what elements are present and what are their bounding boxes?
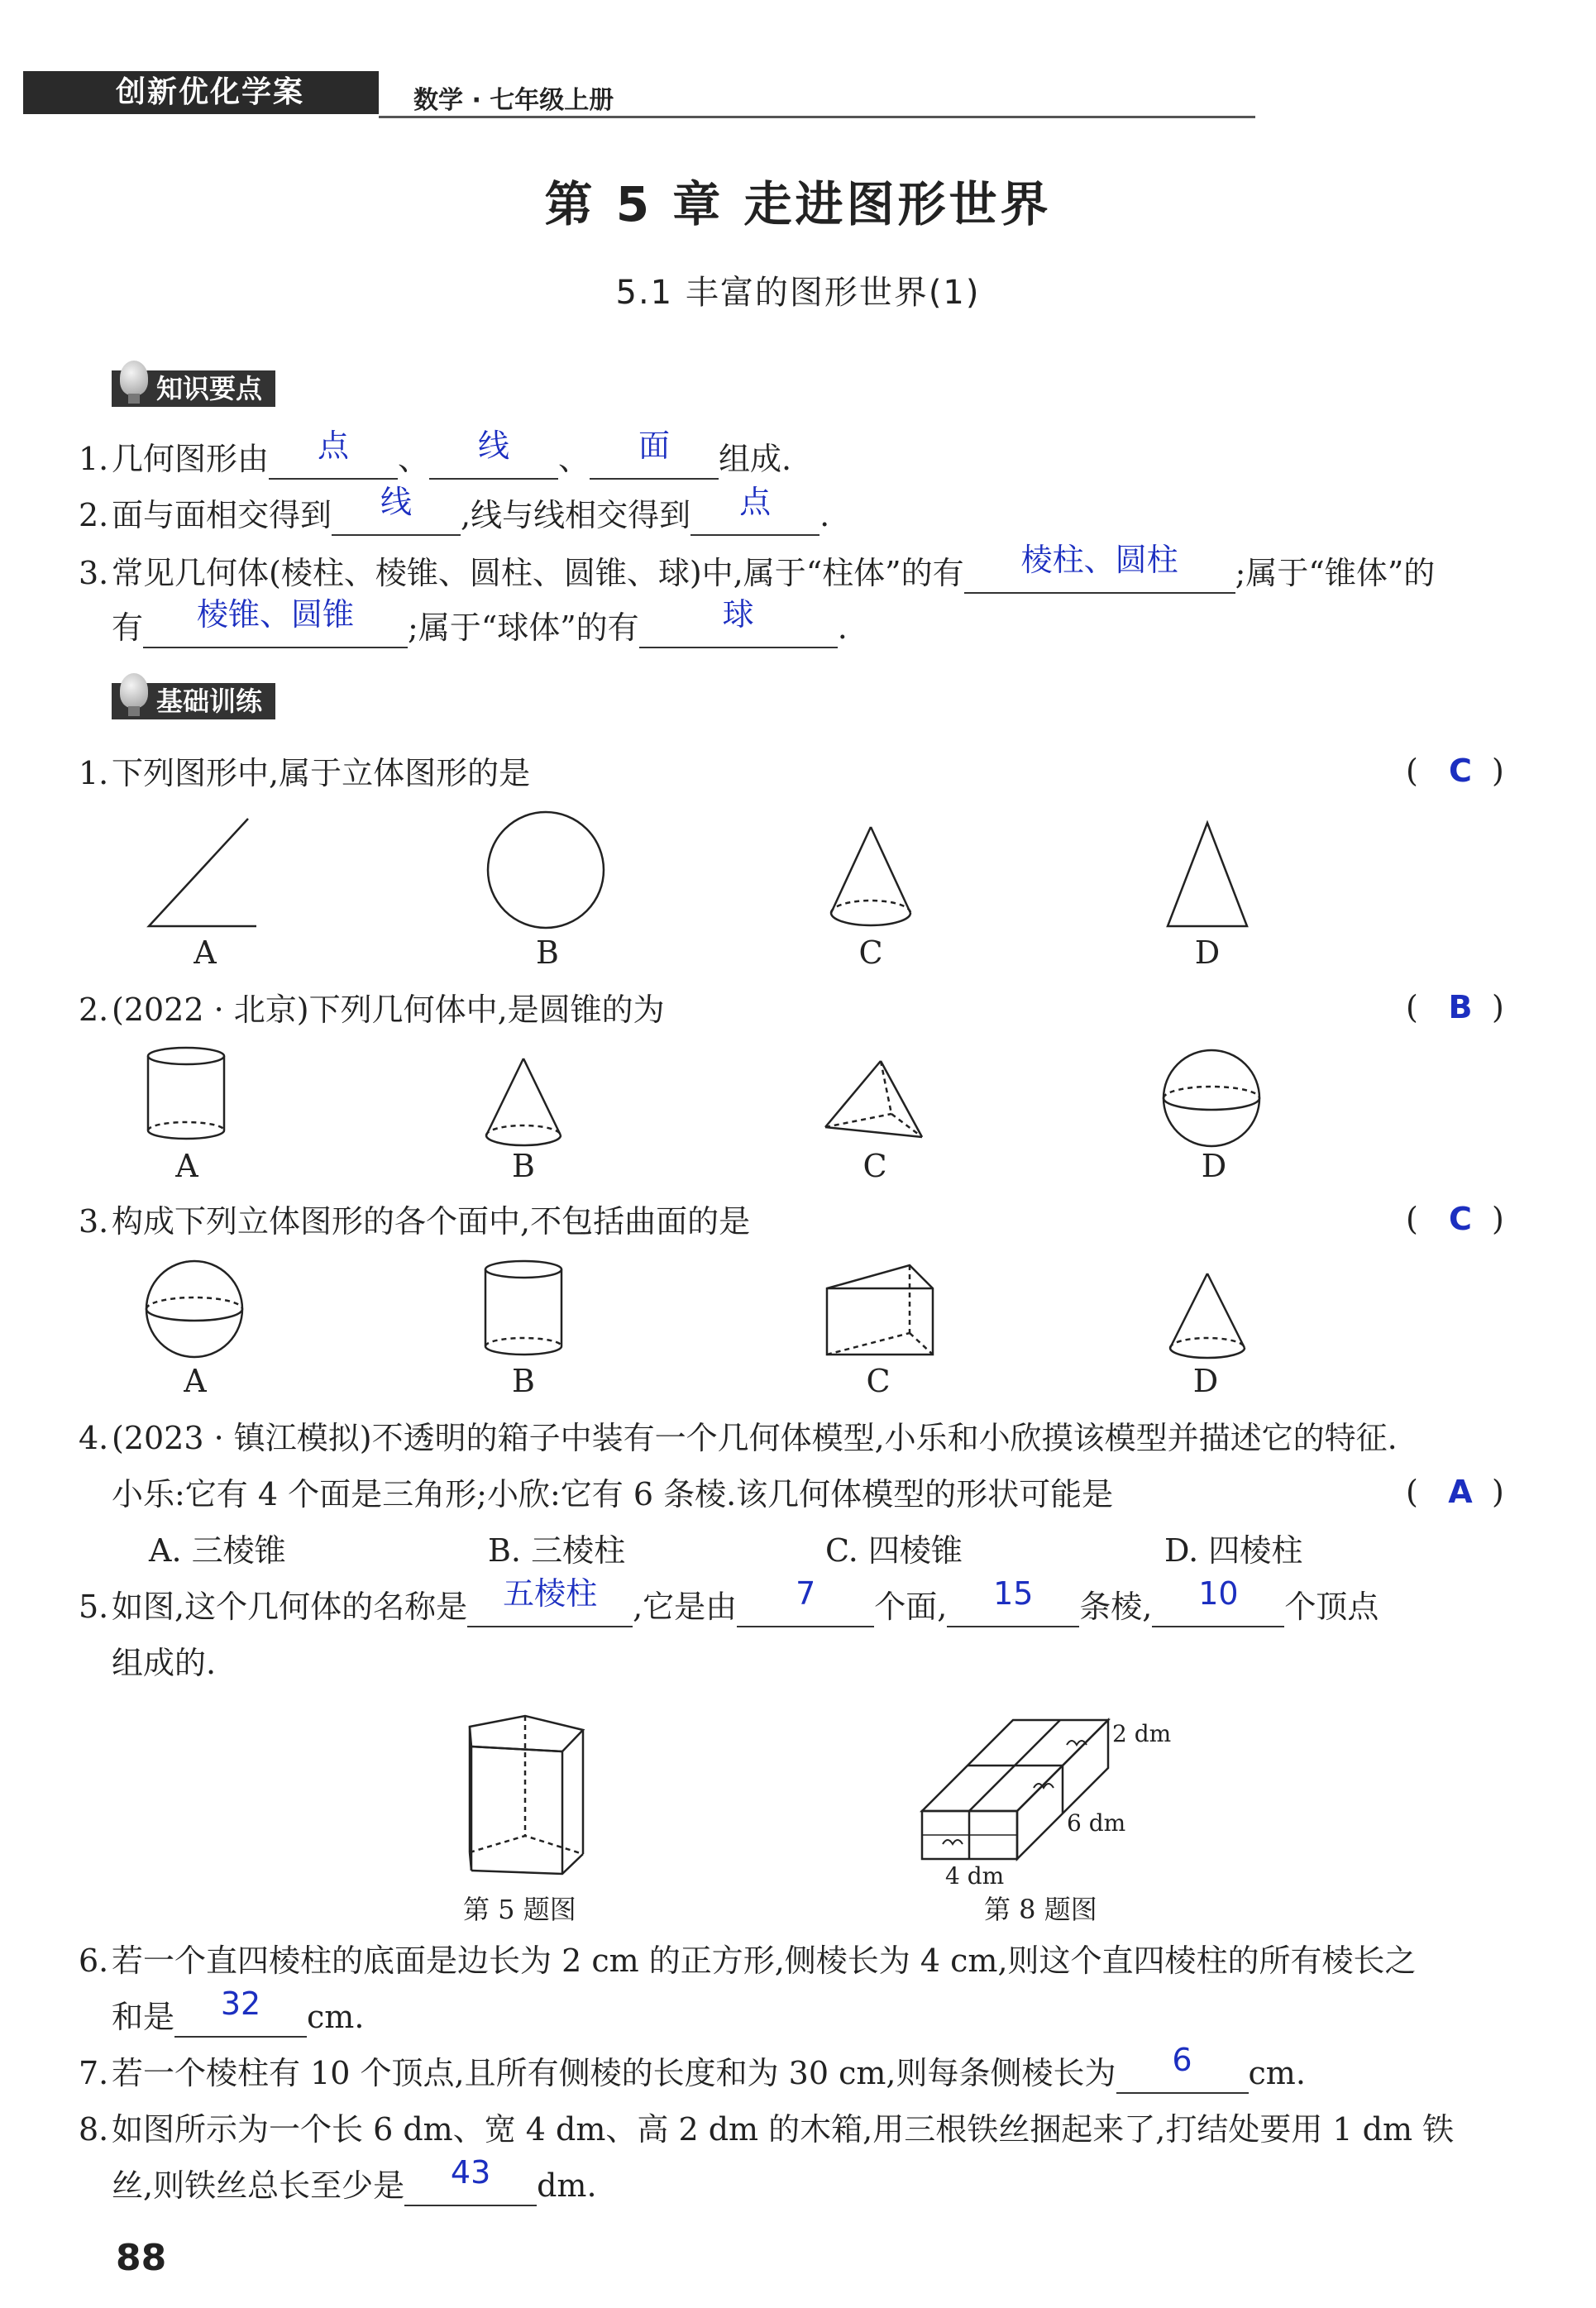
option-label: A [175, 1148, 198, 1184]
basic-q2: 2. (2022 · 北京)下列几何体中,是圆锥的为 [79, 992, 665, 1028]
option-label: D [1201, 1148, 1227, 1184]
figure-caption: 第 8 题图 [984, 1894, 1097, 1925]
option-label: B [512, 1148, 535, 1184]
answer-bracket[interactable]: ( C ) [1406, 753, 1504, 789]
basic-q3: 3. 构成下列立体图形的各个面中,不包括曲面的是 [79, 1203, 751, 1240]
basic-q1: 1. 下列图形中,属于立体图形的是 [79, 755, 531, 791]
knowledge-q3-line2: 有 棱锥、圆锥 ;属于“球体”的有 球 . [112, 607, 848, 648]
option-label: C [858, 934, 883, 971]
basic-q5-line2: 组成的. [112, 1645, 217, 1681]
sphere-figure [146, 1261, 242, 1357]
sphere-figure [1164, 1050, 1259, 1146]
answer-blank[interactable]: 43 [404, 2168, 537, 2206]
dimension-height: 2 dm [1112, 1720, 1172, 1747]
answer-blank[interactable]: 15 [947, 1589, 1079, 1627]
q4-option-d: D. 四棱柱 [1164, 1532, 1303, 1569]
answer-blank[interactable]: 线 [429, 442, 558, 480]
knowledge-q2: 2. 面与面相交得到 线 ,线与线相交得到 点 . [112, 495, 829, 536]
q3-figures [132, 1257, 1290, 1364]
basic-q8-line2: 丝,则铁丝总长至少是 43 dm. [112, 2165, 597, 2206]
answer-bracket[interactable]: ( A ) [1406, 1474, 1504, 1510]
cone-3d-figure [831, 827, 910, 925]
dimension-width: 4 dm [945, 1862, 1005, 1890]
cylinder-figure [148, 1048, 224, 1139]
answer-blank[interactable]: 7 [737, 1589, 874, 1627]
option-label: D [1194, 934, 1221, 971]
option-label: C [866, 1363, 891, 1399]
q1-figures [132, 810, 1290, 934]
answer-blank[interactable]: 6 [1116, 2056, 1249, 2094]
option-label: B [512, 1363, 535, 1399]
basic-q6-line2: 和是 32 cm. [112, 1996, 364, 2038]
answer-blank[interactable]: 面 [590, 442, 719, 480]
answer-blank[interactable]: 32 [174, 2000, 307, 2038]
answer-blank[interactable]: 点 [690, 498, 820, 536]
cylinder-figure [485, 1261, 561, 1355]
basic-q8-line1: 8. 如图所示为一个长 6 dm、宽 4 dm、高 2 dm 的木箱,用三根铁丝捆起来了,打结处要用 1 dm 铁 [79, 2111, 1455, 2148]
basic-q4-line2: 小乐:它有 4 个面是三角形;小欣:它有 6 条棱.该几何体模型的形状可能是 [112, 1476, 1114, 1512]
knowledge-q3-line1: 3. 常见几何体(棱柱、棱锥、圆柱、圆锥、球)中,属于“柱体”的有 棱柱、圆柱 ;属于“锥体”的 [112, 552, 1435, 594]
cone-figure [486, 1058, 561, 1145]
section-title: 5.1 丰富的图形世界(1) [615, 274, 981, 312]
answer-blank[interactable]: 点 [269, 442, 398, 480]
knowledge-q1: 1. 几何图形由 点 、 线 、 面 组成. [112, 438, 791, 480]
answer-bracket[interactable]: ( B ) [1406, 989, 1504, 1025]
knowledge-tag: 知识要点 [112, 370, 275, 407]
q4-option-a: A. 三棱锥 [149, 1532, 286, 1569]
pyramid-figure [825, 1061, 922, 1137]
option-label: A [194, 934, 217, 971]
basic-tag: 基础训练 [112, 683, 275, 719]
answer-blank[interactable]: 五棱柱 [467, 1589, 633, 1627]
header-brand: 创新优化学案 [116, 75, 305, 109]
header-rule [379, 116, 1255, 118]
q4-option-b: B. 三棱柱 [488, 1532, 626, 1569]
triangular-prism-figure [827, 1265, 933, 1355]
answer-blank[interactable]: 球 [639, 610, 838, 648]
triangle-figure [1168, 823, 1247, 926]
basic-q4-line1: 4. (2023 · 镇江模拟)不透明的箱子中装有一个几何体模型,小乐和小欣摸该模型并描述它的特征. [79, 1420, 1398, 1456]
answer-bracket[interactable]: ( C ) [1406, 1201, 1504, 1237]
basic-q7: 7. 若一个棱柱有 10 个顶点,且所有侧棱的长度和为 30 cm,则每条侧棱长为 6 cm. [112, 2052, 1306, 2094]
page-number: 88 [116, 2237, 167, 2279]
answer-blank[interactable]: 棱锥、圆锥 [143, 610, 408, 648]
circle-figure [488, 812, 604, 928]
basic-q5: 5. 如图,这个几何体的名称是 五棱柱 ,它是由 7 个面, 15 条棱, 10 个顶点 [112, 1586, 1379, 1627]
answer-blank[interactable]: 棱柱、圆柱 [964, 556, 1235, 594]
lightbulb-icon [120, 361, 148, 395]
lightbulb-icon [120, 673, 148, 708]
answer-blank[interactable]: 10 [1152, 1589, 1284, 1627]
option-label: B [536, 934, 559, 971]
q2-figures [132, 1046, 1290, 1149]
q4-option-c: C. 四棱锥 [825, 1532, 963, 1569]
angle-figure [149, 819, 256, 926]
chapter-title: 第 5 章 走进图形世界 [544, 176, 1052, 232]
option-label: C [863, 1148, 887, 1184]
dimension-length: 6 dm [1067, 1809, 1126, 1837]
figure-caption: 第 5 题图 [463, 1894, 576, 1925]
option-label: A [184, 1363, 207, 1399]
cone-figure [1170, 1273, 1245, 1358]
option-label: D [1192, 1363, 1219, 1399]
basic-q6-line1: 6. 若一个直四棱柱的底面是边长为 2 cm 的正方形,侧棱长为 4 cm,则这个直四棱柱的所有棱长之 [79, 1942, 1417, 1979]
answer-blank[interactable]: 线 [332, 498, 461, 536]
pentagonal-prism-figure [447, 1712, 595, 1885]
header-subject: 数学 · 七年级上册 [413, 86, 614, 115]
